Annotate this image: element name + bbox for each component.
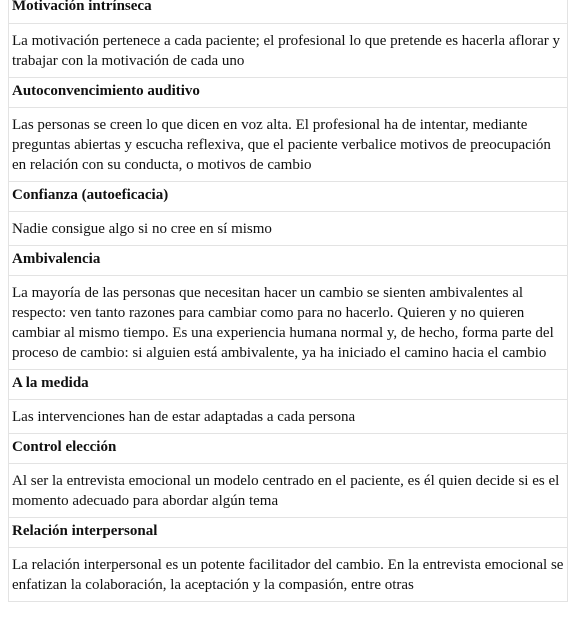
- section-heading: Ambivalencia: [8, 246, 568, 276]
- section-text: La mayoría de las personas que necesitan hacer un cambio se sienten ambivalentes al respecto: ven tanto razones para cambiar como para no hacerlo. Quieren y no quieren cambiar al mismo tiempo. Es una experiencia humana normal y, de hecho, forma parte del proceso de cambio: si alguien está ambivalente, ya ha iniciado el camino hacia el cambio: [8, 276, 568, 370]
- section-text: La motivación pertenece a cada paciente; el profesional lo que pretende es hacerla aflorar y trabajar con la motivación de cada uno: [8, 24, 568, 78]
- section-text: Las intervenciones han de estar adaptadas a cada persona: [8, 400, 568, 434]
- section-heading: Motivación intrínseca: [8, 0, 568, 24]
- section-text: Al ser la entrevista emocional un modelo centrado en el paciente, es él quien decide si es el momento adecuado para abordar algún tema: [8, 464, 568, 518]
- section-text: Las personas se creen lo que dicen en voz alta. El profesional ha de intentar, mediante preguntas abiertas y escucha reflexiva, que el paciente verbalice motivos de preocupación en relación con su conducta, o motivos de cambio: [8, 108, 568, 182]
- section-heading: Autoconvencimiento auditivo: [8, 78, 568, 108]
- section-heading: Confianza (autoeficacia): [8, 182, 568, 212]
- principles-table: [8, 0, 568, 602]
- section-text: Nadie consigue algo si no cree en sí mismo: [8, 212, 568, 246]
- section-heading: Control elección: [8, 434, 568, 464]
- section-heading: A la medida: [8, 370, 568, 400]
- section-heading: Relación interpersonal: [8, 518, 568, 548]
- section-text: La relación interpersonal es un potente facilitador del cambio. En la entrevista emocional se enfatizan la colaboración, la aceptación y la compasión, entre otras: [8, 548, 568, 602]
